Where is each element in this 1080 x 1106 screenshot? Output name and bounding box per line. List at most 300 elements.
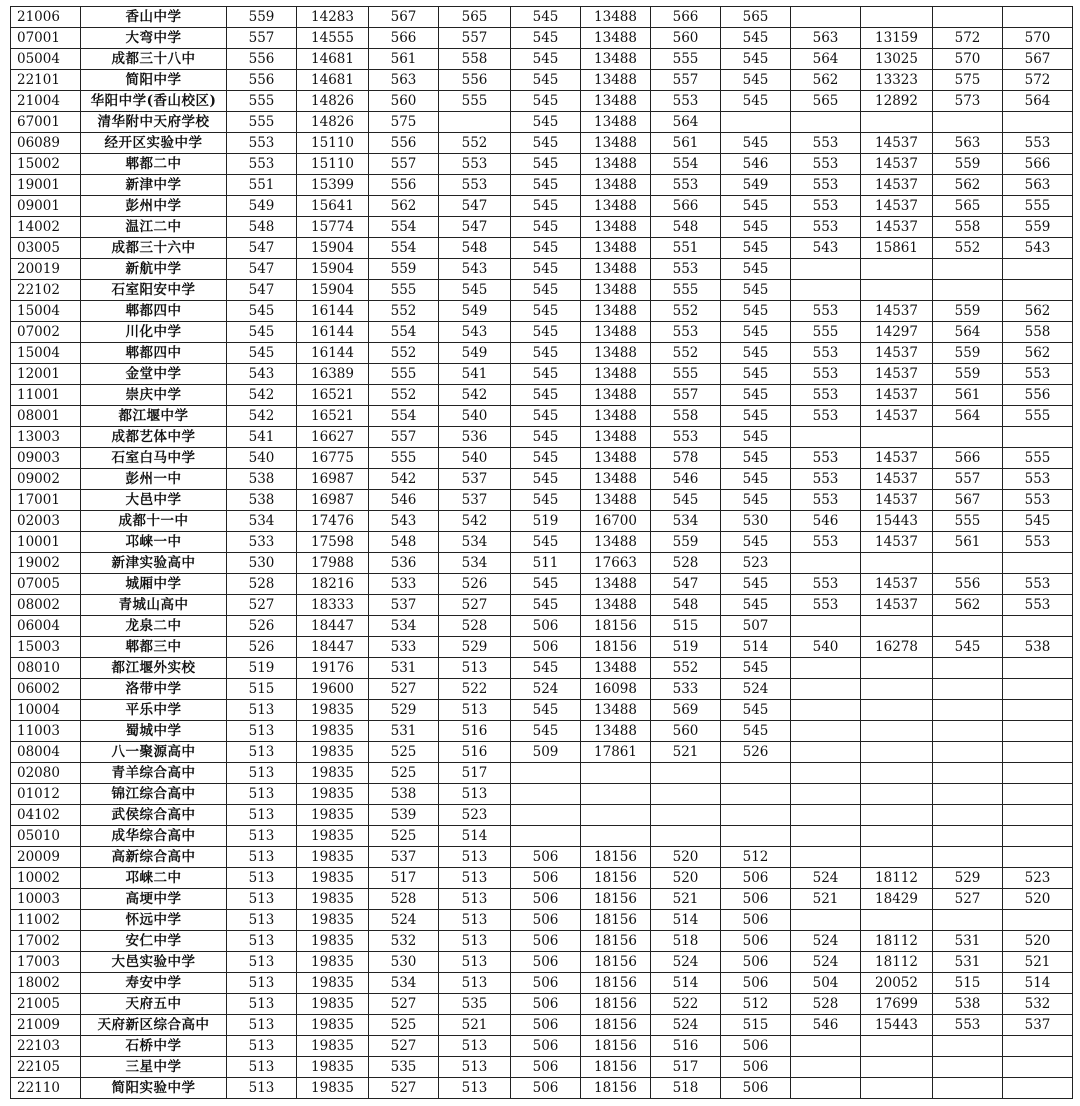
score-cell: 18447 — [297, 637, 369, 658]
score-cell: 562 — [369, 196, 439, 217]
score-cell: 519 — [651, 637, 721, 658]
score-cell: 13488 — [581, 406, 651, 427]
score-cell: 553 — [791, 301, 861, 322]
school-name-cell: 石室阳安中学 — [81, 280, 227, 301]
score-cell — [933, 679, 1003, 700]
score-cell: 563 — [369, 70, 439, 91]
school-code-cell: 22101 — [11, 70, 81, 91]
score-cell: 548 — [439, 238, 511, 259]
table-row — [11, 616, 1073, 637]
score-cell: 557 — [439, 28, 511, 49]
score-cell: 545 — [511, 154, 581, 175]
score-cell — [861, 826, 933, 847]
school-code-cell: 11001 — [11, 385, 81, 406]
score-cell — [1003, 826, 1073, 847]
school-code-cell: 20019 — [11, 259, 81, 280]
score-cell: 540 — [227, 448, 297, 469]
school-name-cell: 平乐中学 — [81, 700, 227, 721]
score-cell: 553 — [651, 175, 721, 196]
score-cell: 553 — [1003, 595, 1073, 616]
score-cell: 506 — [511, 847, 581, 868]
table-row — [11, 364, 1073, 385]
score-cell: 545 — [721, 469, 791, 490]
score-cell: 573 — [933, 91, 1003, 112]
school-code-cell: 22102 — [11, 280, 81, 301]
score-cell: 553 — [439, 175, 511, 196]
school-code-cell: 19001 — [11, 175, 81, 196]
score-cell: 545 — [511, 490, 581, 511]
score-cell — [861, 679, 933, 700]
school-code-cell: 19002 — [11, 553, 81, 574]
score-cell: 527 — [227, 595, 297, 616]
score-cell: 517 — [651, 1057, 721, 1078]
score-cell: 554 — [651, 154, 721, 175]
table-row — [11, 574, 1073, 595]
score-cell: 516 — [651, 1036, 721, 1057]
score-cell: 513 — [227, 721, 297, 742]
score-cell: 512 — [721, 994, 791, 1015]
score-cell: 506 — [511, 1057, 581, 1078]
score-cell: 506 — [721, 889, 791, 910]
score-cell: 557 — [651, 385, 721, 406]
score-cell: 555 — [1003, 448, 1073, 469]
score-cell: 15904 — [297, 238, 369, 259]
score-cell: 533 — [369, 637, 439, 658]
score-cell: 14681 — [297, 70, 369, 91]
score-cell: 565 — [933, 196, 1003, 217]
school-name-cell: 金堂中学 — [81, 364, 227, 385]
table-row — [11, 889, 1073, 910]
school-name-cell: 邛崃一中 — [81, 532, 227, 553]
score-cell: 13488 — [581, 7, 651, 28]
score-cell — [791, 826, 861, 847]
score-cell: 553 — [791, 406, 861, 427]
school-code-cell: 13003 — [11, 427, 81, 448]
school-name-cell: 天府新区综合高中 — [81, 1015, 227, 1036]
score-cell: 16389 — [297, 364, 369, 385]
score-cell: 18156 — [581, 931, 651, 952]
score-cell: 553 — [651, 322, 721, 343]
school-name-cell: 成都三十六中 — [81, 238, 227, 259]
score-cell — [1003, 763, 1073, 784]
score-cell: 552 — [369, 301, 439, 322]
score-cell — [791, 1057, 861, 1078]
score-cell — [933, 280, 1003, 301]
score-cell: 526 — [439, 574, 511, 595]
score-cell: 19835 — [297, 805, 369, 826]
score-cell: 545 — [651, 490, 721, 511]
score-cell: 538 — [933, 994, 1003, 1015]
score-cell: 16521 — [297, 385, 369, 406]
score-cell: 534 — [439, 532, 511, 553]
score-cell: 13488 — [581, 658, 651, 679]
score-cell — [511, 763, 581, 784]
score-cell — [791, 1078, 861, 1099]
score-cell: 557 — [651, 70, 721, 91]
score-cell: 545 — [227, 343, 297, 364]
score-cell: 553 — [791, 448, 861, 469]
score-cell: 18156 — [581, 1015, 651, 1036]
score-cell: 18156 — [581, 1057, 651, 1078]
table-row — [11, 763, 1073, 784]
score-cell: 545 — [721, 427, 791, 448]
score-cell — [721, 805, 791, 826]
table-row — [11, 217, 1073, 238]
table-row — [11, 994, 1073, 1015]
score-cell: 549 — [439, 343, 511, 364]
score-cell: 524 — [369, 910, 439, 931]
score-cell: 13488 — [581, 469, 651, 490]
score-cell: 526 — [227, 637, 297, 658]
score-cell: 16987 — [297, 469, 369, 490]
score-cell: 506 — [721, 952, 791, 973]
school-code-cell: 09002 — [11, 469, 81, 490]
score-cell: 545 — [721, 406, 791, 427]
score-cell: 556 — [933, 574, 1003, 595]
score-cell: 549 — [439, 301, 511, 322]
score-cell: 18156 — [581, 973, 651, 994]
score-cell: 528 — [791, 994, 861, 1015]
score-cell: 524 — [511, 679, 581, 700]
school-name-cell: 成都艺体中学 — [81, 427, 227, 448]
score-cell: 565 — [439, 7, 511, 28]
score-cell: 555 — [651, 280, 721, 301]
score-cell: 553 — [227, 154, 297, 175]
score-cell — [581, 784, 651, 805]
score-cell — [861, 553, 933, 574]
admission-score-table — [10, 6, 1073, 1099]
score-cell — [861, 616, 933, 637]
score-cell: 506 — [721, 973, 791, 994]
score-cell: 13488 — [581, 70, 651, 91]
table-row — [11, 301, 1073, 322]
score-cell: 513 — [439, 910, 511, 931]
score-cell: 578 — [651, 448, 721, 469]
score-cell — [1003, 1036, 1073, 1057]
score-cell: 19835 — [297, 1015, 369, 1036]
school-code-cell: 15002 — [11, 154, 81, 175]
score-cell: 529 — [933, 868, 1003, 889]
score-cell: 506 — [511, 952, 581, 973]
score-cell: 564 — [933, 322, 1003, 343]
school-code-cell: 10002 — [11, 868, 81, 889]
score-cell: 545 — [227, 322, 297, 343]
school-code-cell: 21004 — [11, 91, 81, 112]
score-cell: 553 — [791, 364, 861, 385]
score-cell: 506 — [511, 910, 581, 931]
school-name-cell: 邛崃二中 — [81, 868, 227, 889]
score-cell: 545 — [721, 595, 791, 616]
score-cell: 558 — [933, 217, 1003, 238]
score-cell: 552 — [651, 658, 721, 679]
score-cell: 19835 — [297, 931, 369, 952]
score-cell: 15904 — [297, 280, 369, 301]
school-code-cell: 21005 — [11, 994, 81, 1015]
score-cell: 14537 — [861, 490, 933, 511]
score-cell: 546 — [651, 469, 721, 490]
score-cell: 553 — [933, 1015, 1003, 1036]
score-cell: 513 — [439, 973, 511, 994]
score-cell: 18156 — [581, 1036, 651, 1057]
score-cell: 559 — [933, 301, 1003, 322]
score-cell — [933, 616, 1003, 637]
score-cell: 559 — [227, 7, 297, 28]
score-cell — [861, 784, 933, 805]
score-cell: 555 — [227, 91, 297, 112]
score-cell — [651, 805, 721, 826]
score-cell: 553 — [1003, 364, 1073, 385]
score-cell — [861, 763, 933, 784]
school-code-cell: 07005 — [11, 574, 81, 595]
score-cell: 566 — [369, 28, 439, 49]
score-cell: 16521 — [297, 406, 369, 427]
school-name-cell: 青城山高中 — [81, 595, 227, 616]
score-cell: 16144 — [297, 322, 369, 343]
score-cell: 527 — [369, 1036, 439, 1057]
school-name-cell: 简阳中学 — [81, 70, 227, 91]
score-cell: 545 — [721, 91, 791, 112]
score-cell: 506 — [511, 931, 581, 952]
score-cell: 553 — [1003, 469, 1073, 490]
score-cell: 506 — [721, 910, 791, 931]
score-cell: 553 — [651, 91, 721, 112]
score-cell — [861, 805, 933, 826]
score-cell: 545 — [511, 322, 581, 343]
score-cell: 545 — [511, 133, 581, 154]
score-cell: 566 — [933, 448, 1003, 469]
score-cell: 560 — [651, 28, 721, 49]
score-cell — [933, 7, 1003, 28]
score-cell — [581, 763, 651, 784]
school-name-cell: 高新综合高中 — [81, 847, 227, 868]
table-row — [11, 469, 1073, 490]
score-cell: 513 — [227, 994, 297, 1015]
score-cell: 506 — [721, 868, 791, 889]
score-cell: 18156 — [581, 889, 651, 910]
score-cell: 19835 — [297, 847, 369, 868]
score-cell: 513 — [227, 784, 297, 805]
score-cell: 549 — [227, 196, 297, 217]
table-row — [11, 931, 1073, 952]
school-name-cell: 蜀城中学 — [81, 721, 227, 742]
score-cell: 545 — [511, 280, 581, 301]
score-cell: 17476 — [297, 511, 369, 532]
score-cell: 18156 — [581, 910, 651, 931]
score-cell: 521 — [791, 889, 861, 910]
score-cell: 553 — [1003, 574, 1073, 595]
score-cell: 562 — [1003, 343, 1073, 364]
school-code-cell: 06089 — [11, 133, 81, 154]
score-cell: 534 — [651, 511, 721, 532]
score-cell: 545 — [721, 28, 791, 49]
score-cell — [511, 826, 581, 847]
score-cell: 19600 — [297, 679, 369, 700]
score-cell — [721, 763, 791, 784]
score-cell: 563 — [1003, 175, 1073, 196]
table-row — [11, 154, 1073, 175]
score-cell: 513 — [227, 763, 297, 784]
score-cell: 513 — [227, 889, 297, 910]
school-name-cell: 郫都二中 — [81, 154, 227, 175]
score-cell: 513 — [227, 931, 297, 952]
score-cell: 534 — [439, 553, 511, 574]
score-cell: 538 — [227, 490, 297, 511]
school-name-cell: 成都三十八中 — [81, 49, 227, 70]
school-name-cell: 都江堰中学 — [81, 406, 227, 427]
school-name-cell: 郫都三中 — [81, 637, 227, 658]
table-row — [11, 1015, 1073, 1036]
table-row — [11, 511, 1073, 532]
score-cell — [933, 427, 1003, 448]
table-row — [11, 784, 1073, 805]
score-cell: 567 — [369, 7, 439, 28]
score-cell: 553 — [791, 154, 861, 175]
score-cell: 556 — [369, 175, 439, 196]
score-cell: 12892 — [861, 91, 933, 112]
score-cell: 521 — [439, 1015, 511, 1036]
score-cell: 531 — [369, 721, 439, 742]
score-cell: 537 — [369, 847, 439, 868]
score-cell: 13488 — [581, 112, 651, 133]
school-name-cell: 成华综合高中 — [81, 826, 227, 847]
school-code-cell: 15003 — [11, 637, 81, 658]
school-name-cell: 成都十一中 — [81, 511, 227, 532]
score-cell: 16627 — [297, 427, 369, 448]
score-cell: 529 — [369, 700, 439, 721]
score-cell: 551 — [227, 175, 297, 196]
school-name-cell: 安仁中学 — [81, 931, 227, 952]
score-cell: 13025 — [861, 49, 933, 70]
score-cell: 545 — [721, 280, 791, 301]
score-cell: 512 — [721, 847, 791, 868]
score-cell: 553 — [791, 343, 861, 364]
score-cell: 513 — [439, 952, 511, 973]
score-cell — [791, 700, 861, 721]
score-cell: 13488 — [581, 364, 651, 385]
score-cell: 553 — [791, 469, 861, 490]
score-cell: 18112 — [861, 931, 933, 952]
school-code-cell: 18002 — [11, 973, 81, 994]
school-code-cell: 10004 — [11, 700, 81, 721]
score-cell — [933, 658, 1003, 679]
score-cell — [791, 427, 861, 448]
table-row — [11, 826, 1073, 847]
score-cell: 14826 — [297, 112, 369, 133]
school-code-cell: 05010 — [11, 826, 81, 847]
score-cell: 552 — [933, 238, 1003, 259]
score-cell: 514 — [1003, 973, 1073, 994]
score-cell: 506 — [721, 1057, 791, 1078]
score-cell: 14826 — [297, 91, 369, 112]
score-cell: 545 — [511, 343, 581, 364]
score-cell: 521 — [1003, 952, 1073, 973]
table-row — [11, 91, 1073, 112]
score-cell: 543 — [791, 238, 861, 259]
school-name-cell: 大弯中学 — [81, 28, 227, 49]
score-cell: 513 — [227, 1015, 297, 1036]
score-cell: 520 — [1003, 889, 1073, 910]
table-row — [11, 70, 1073, 91]
score-cell: 545 — [721, 385, 791, 406]
score-cell — [791, 784, 861, 805]
score-cell: 547 — [227, 259, 297, 280]
score-cell: 514 — [721, 637, 791, 658]
score-cell: 513 — [439, 1057, 511, 1078]
score-cell: 18156 — [581, 1078, 651, 1099]
score-cell: 513 — [439, 1036, 511, 1057]
score-cell: 549 — [721, 175, 791, 196]
score-cell: 20052 — [861, 973, 933, 994]
score-cell: 547 — [439, 217, 511, 238]
table-row — [11, 910, 1073, 931]
score-cell — [511, 805, 581, 826]
score-cell: 561 — [651, 133, 721, 154]
score-cell — [933, 763, 1003, 784]
score-cell: 13488 — [581, 700, 651, 721]
score-cell: 513 — [439, 658, 511, 679]
score-cell: 513 — [227, 805, 297, 826]
score-cell: 15110 — [297, 154, 369, 175]
school-code-cell: 06004 — [11, 616, 81, 637]
school-code-cell: 05004 — [11, 49, 81, 70]
score-cell: 575 — [933, 70, 1003, 91]
score-cell: 525 — [369, 742, 439, 763]
score-cell: 18156 — [581, 847, 651, 868]
score-cell: 18333 — [297, 595, 369, 616]
school-name-cell: 青羊综合高中 — [81, 763, 227, 784]
score-cell: 18112 — [861, 952, 933, 973]
score-cell: 566 — [1003, 154, 1073, 175]
school-name-cell: 天府五中 — [81, 994, 227, 1015]
score-cell: 506 — [511, 1036, 581, 1057]
score-cell — [791, 742, 861, 763]
score-cell: 564 — [651, 112, 721, 133]
score-cell — [791, 7, 861, 28]
score-cell: 562 — [933, 595, 1003, 616]
score-cell: 562 — [1003, 301, 1073, 322]
score-cell: 537 — [439, 469, 511, 490]
score-cell: 513 — [227, 973, 297, 994]
score-cell: 19835 — [297, 973, 369, 994]
score-cell — [1003, 280, 1073, 301]
score-cell: 16775 — [297, 448, 369, 469]
score-cell: 545 — [721, 70, 791, 91]
score-cell — [1003, 259, 1073, 280]
table-row — [11, 448, 1073, 469]
score-cell: 14681 — [297, 49, 369, 70]
score-cell: 17663 — [581, 553, 651, 574]
score-cell: 14555 — [297, 28, 369, 49]
score-cell: 545 — [721, 700, 791, 721]
score-cell: 511 — [511, 553, 581, 574]
score-cell: 527 — [933, 889, 1003, 910]
score-cell — [1003, 658, 1073, 679]
score-cell: 533 — [227, 532, 297, 553]
school-name-cell: 大邑实验中学 — [81, 952, 227, 973]
score-cell: 559 — [933, 343, 1003, 364]
score-cell: 16144 — [297, 301, 369, 322]
score-cell: 545 — [511, 49, 581, 70]
score-cell: 15399 — [297, 175, 369, 196]
table-row — [11, 658, 1073, 679]
score-cell: 513 — [227, 826, 297, 847]
score-cell: 565 — [791, 91, 861, 112]
score-cell — [791, 679, 861, 700]
score-cell — [861, 7, 933, 28]
score-cell: 15774 — [297, 217, 369, 238]
score-cell — [581, 805, 651, 826]
score-cell: 506 — [721, 1036, 791, 1057]
